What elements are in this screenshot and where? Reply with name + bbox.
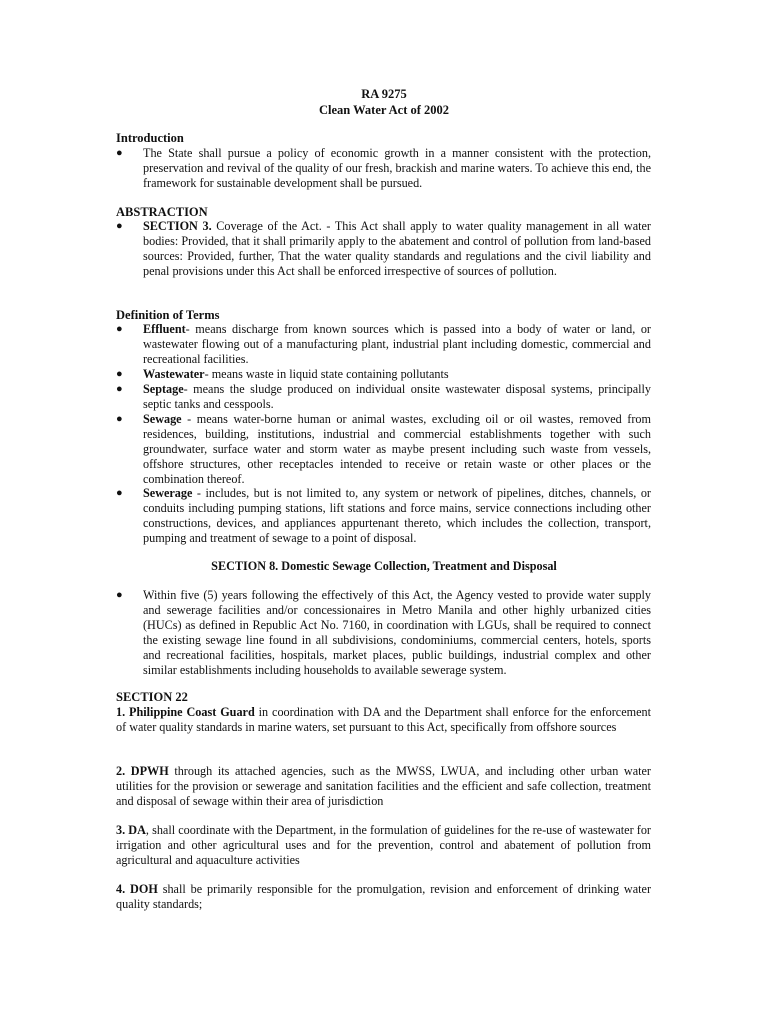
abstraction-paragraph [143,219,651,279]
bullet-icon: ● [116,368,123,380]
bullet-icon: ● [116,589,123,601]
abstraction-heading: ABSTRACTION [116,205,208,219]
section22-text: , shall coordinate with the Department, in the formulation of guidelines for the re-use of wastewater for irrigation and other agricultural uses and for the prevention, control and abatement of pollution from agricultural and aquaculture activities [116,823,651,867]
bullet-icon: ● [116,323,123,335]
definition-term: Septage [143,382,184,396]
section22-item [116,764,651,809]
definition-text: - means water-borne human or animal wastes, excluding oil or oil wastes, removed from residences, building, institutions, industrial and commercial establishments together with such groundwater, surface water and storm water as maybe present including such waste from vessels, offshore structures, other receptacles intended to receive or retain waste or other places or the combination thereof. [143,412,651,486]
bullet-icon: ● [116,487,123,499]
definition-item [143,486,651,546]
section22-item [116,882,651,912]
definition-term: Sewage [143,412,182,426]
act-title: Clean Water Act of 2002 [318,103,450,117]
section22-lead: 2. DPWH [116,764,169,778]
definition-text: - includes, but is not limited to, any system or network of pipelines, ditches, channels, or conduits including pumping stations, lift stations and force mains, service connections including other constructions, devices, and appliances appurtenant thereto, which includes the collection, transport, pumping and treatment of sewage to a point of disposal. [143,486,651,545]
abstraction-term: SECTION 3. [143,219,212,233]
section22-lead: 4. DOH [116,882,158,896]
bullet-icon: ● [116,413,123,425]
bullet-icon: ● [116,147,123,159]
definition-text: - means the sludge produced on individual onsite wastewater disposal systems, principally septic tanks and cesspools. [143,382,651,411]
definition-text: - means waste in liquid state containing pollutants [204,367,449,381]
bullet-icon: ● [116,220,123,232]
section8-text: Within five (5) years following the effectively of this Act, the Agency vested to provide water supply and sewerage facilities and/or concessionaires in Metro Manila and other highly urbanized cities (HUCs) as defined in Republic Act No. 7160, in coordination with LGUs, shall be required to connect the existing sewage line found in all subdivisions, condominiums, commercial centers, hotels, sports and recreational facilities, hospitals, market places, public buildings, industrial complex and other similar establishments including households to available sewerage system. [143,588,651,677]
definitions-heading: Definition of Terms [116,308,220,322]
definition-text: - means discharge from known sources which is passed into a body of water or land, or wastewater flowing out of a manufacturing plant, industrial plant including domestic, commercial and recreational facilities. [143,322,651,366]
definition-term: Sewerage [143,486,193,500]
definition-item [143,412,651,487]
definition-term: Effluent [143,322,186,336]
bullet-icon: ● [116,383,123,395]
section22-item [116,705,651,735]
section22-item [116,823,651,868]
introduction-text: The State shall pursue a policy of economic growth in a manner consistent with the protection, preservation and revival of the quality of our fresh, brackish and marine waters. To achieve this end, the framework for sustainable development shall be pursued. [143,146,651,190]
definition-term: Wastewater [143,367,205,381]
definition-item [143,382,651,412]
section8-heading: SECTION 8. Domestic Sewage Collection, Treatment and Disposal [211,559,557,573]
section22-lead: 3. DA [116,823,146,837]
ra-number: RA 9275 [361,87,407,101]
introduction-heading: Introduction [116,131,184,145]
section22-heading: SECTION 22 [116,690,188,704]
section22-text: through its attached agencies, such as the MWSS, LWUA, and including other urban water utilities for the provision or sewerage and sanitation facilities and the efficient and safe collection, treatment and disposal of sewage within their area of jurisdiction [116,764,651,808]
abstraction-text: Coverage of the Act. - This Act shall apply to water quality management in all water bodies: Provided, that it shall primarily apply to the abatement and control of pollution from land-based sources: Provided, further, That the water quality standards and regulations and the civil liability and penal provisions under this Act shall be enforced irrespective of sources of pollution. [143,219,651,278]
section22-text: shall be primarily responsible for the promulgation, revision and enforcement of drinking water quality standards; [116,882,651,911]
section22-text: in coordination with DA and the Department shall enforce for the enforcement of water quality standards in marine waters, set pursuant to this Act, specifically from offshore sources [116,705,651,734]
definition-item [143,367,651,382]
section22-lead: 1. Philippine Coast Guard [116,705,255,719]
definition-item [143,322,651,367]
document-title-block [0,86,768,118]
